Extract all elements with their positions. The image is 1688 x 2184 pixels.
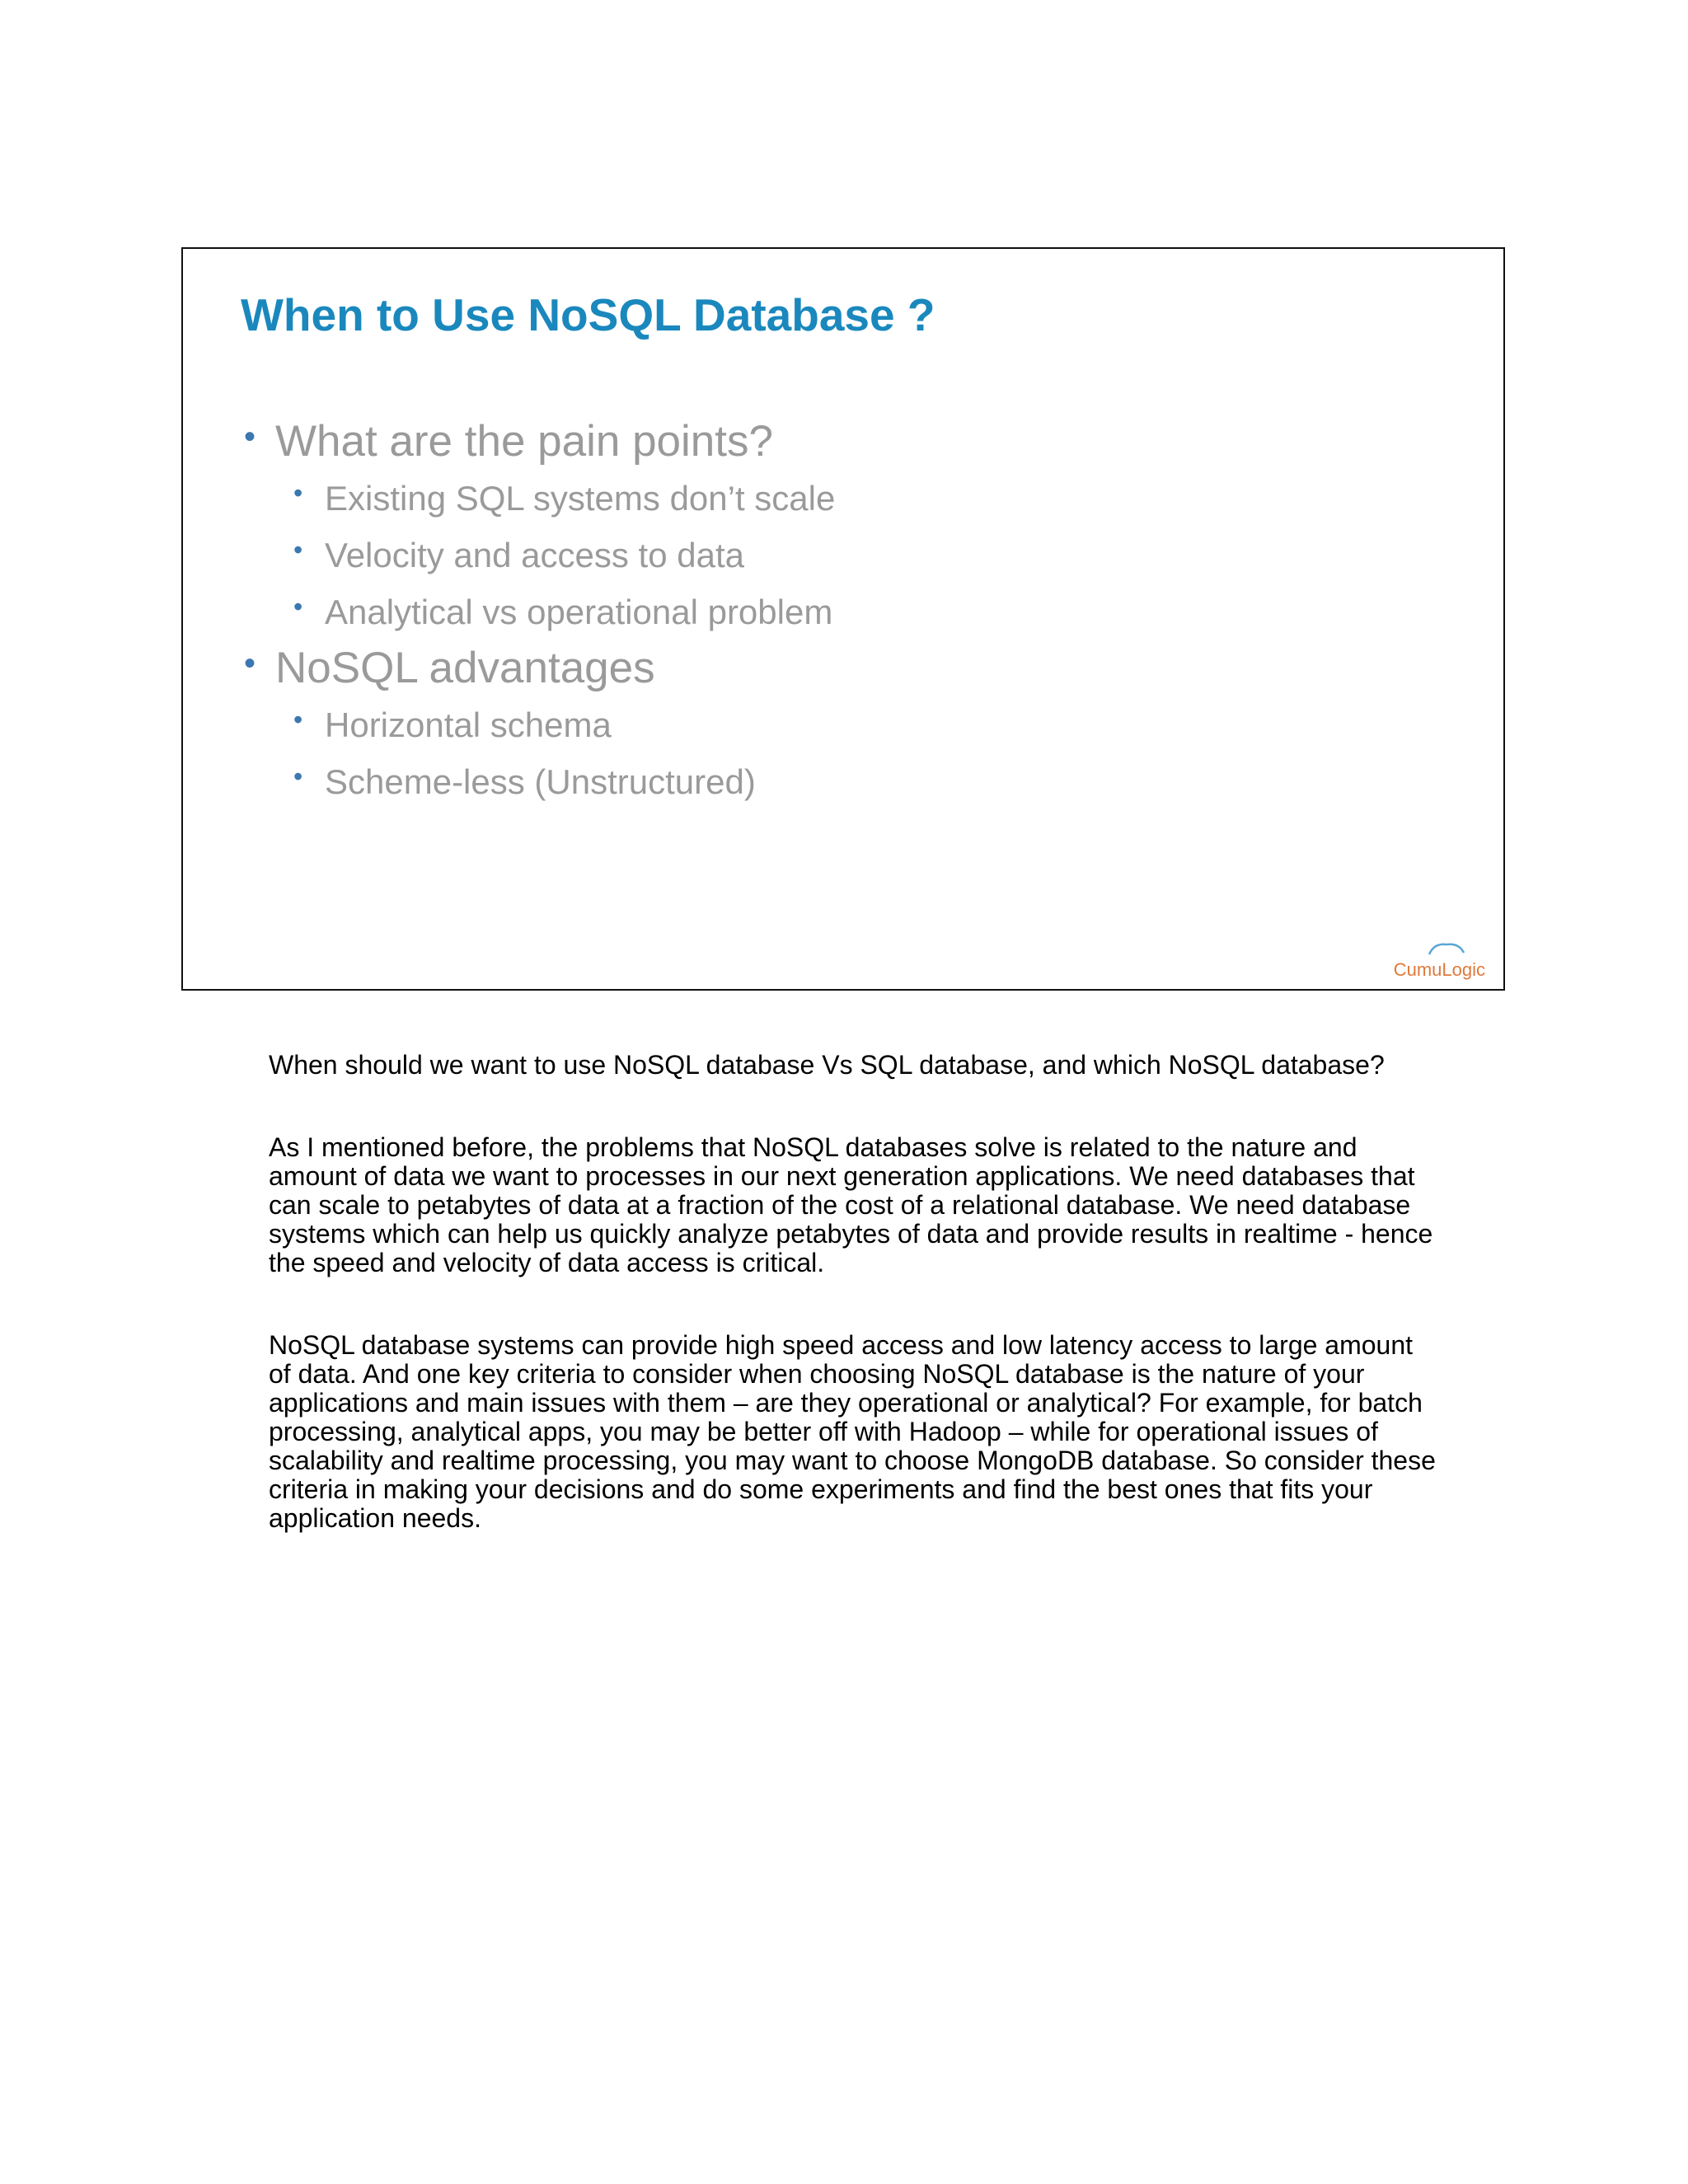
bullet-dot-icon: • [293, 478, 303, 508]
sub-bullet-text: Scheme-less (Unstructured) [325, 762, 756, 801]
sub-bullet-text: Horizontal schema [325, 705, 612, 744]
sub-bullet [241, 753, 1395, 810]
bullet-list [241, 414, 1395, 810]
notes-paragraph: NoSQL database systems can provide high speed access and low latency access to large amount of data. And one key criteria to consider when choosing NoSQL database is the nature of your applications and main issues with them – are they operational or analytical? For example, for batch processing, analytical apps, you may be better off with Hadoop – while for operational issues of scalability and realtime processing, you may want to choose MongoDB database. So consider these criteria in making your decisions and do some experiments and find the best ones that fits your application needs. [269, 1330, 1436, 1533]
bullet-dot-icon: • [293, 705, 303, 734]
bullet-heading-text: NoSQL advantages [275, 644, 655, 692]
bullet-heading [241, 640, 1395, 696]
bullet-dot-icon: • [293, 535, 303, 565]
slide-title: When to Use NoSQL Database ? [241, 289, 935, 340]
bullet-dot-icon: • [293, 762, 303, 791]
notes-paragraph: As I mentioned before, the problems that NoSQL databases solve is related to the nature and amount of data we want to processes in our next generation applications. We need databases that can scale to petabytes of data at a fraction of the cost of a relational database. We need database systems which can help us quickly analyze petabytes of data and provide results in realtime - hence the speed and velocity of data access is critical. [269, 1132, 1433, 1277]
bullet-heading [241, 414, 1395, 470]
bullet-dot-icon: • [293, 592, 303, 621]
sub-bullet-text: Analytical vs operational problem [325, 593, 833, 631]
logo-text: CumuLogic [1393, 959, 1485, 980]
cloud-icon [1426, 940, 1467, 956]
sub-bullet [241, 527, 1395, 583]
slide-frame [181, 247, 1505, 991]
sub-bullet [241, 470, 1395, 527]
sub-bullet [241, 583, 1395, 640]
sub-bullet-text: Existing SQL systems don’t scale [325, 479, 836, 518]
sub-bullet [241, 696, 1395, 753]
speaker-notes [269, 1051, 1439, 1586]
notes-paragraph: When should we want to use NoSQL database Vs SQL database, and which NoSQL database? [269, 1050, 1385, 1080]
bullet-heading-text: What are the pain points? [275, 417, 773, 466]
bullet-dot-icon: • [244, 419, 256, 455]
sub-bullet-text: Velocity and access to data [325, 536, 744, 574]
bullet-dot-icon: • [244, 645, 256, 682]
cumulogic-logo [1386, 940, 1485, 981]
